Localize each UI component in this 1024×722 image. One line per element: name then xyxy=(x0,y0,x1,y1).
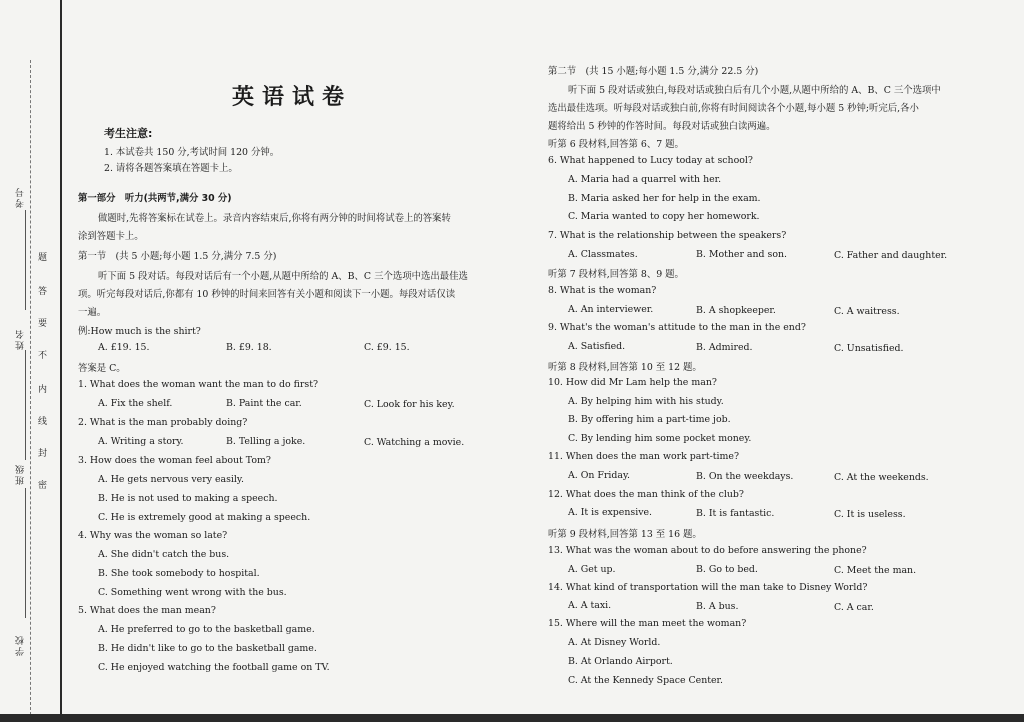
option: B. On the weekdays. xyxy=(696,471,794,482)
section-heading: 第二节 (共 15 小题;每小题 1.5 分,满分 22.5 分) xyxy=(548,66,759,77)
option: B. Telling a joke. xyxy=(226,436,306,447)
option: C. A waitress. xyxy=(834,306,900,317)
option: A. Writing a story. xyxy=(98,436,184,447)
section-heading: 第一节 (共 5 小题;每小题 1.5 分,满分 7.5 分) xyxy=(78,251,277,262)
question: 2. What is the man probably doing? xyxy=(78,417,248,428)
option: A. He preferred to go to the basketball game. xyxy=(98,624,315,635)
option: A. On Friday. xyxy=(568,470,631,481)
option: C. At the weekends. xyxy=(834,472,929,483)
material-heading: 听第 8 段材料,回答第 10 至 12 题。 xyxy=(548,362,702,373)
question: 12. What does the man think of the club? xyxy=(548,489,744,500)
notice-item: 1. 本试卷共 150 分,考试时间 120 分钟。 xyxy=(104,147,280,158)
seal-char: 答 xyxy=(38,287,48,297)
seal-char: 内 xyxy=(38,385,48,395)
option: C. By lending him some pocket money. xyxy=(568,433,752,444)
option: B. Admired. xyxy=(696,342,753,353)
question: 10. How did Mr Lam help the man? xyxy=(548,377,717,388)
question: 8. What is the woman? xyxy=(548,285,657,296)
intro-line: 项。听完每段对话后,你都有 10 秒钟的时间来回答有关小题和阅读下一小题。每段对话仅读 xyxy=(78,289,456,300)
option: A. Maria had a quarrel with her. xyxy=(568,174,722,185)
seal-char: 题 xyxy=(38,253,48,263)
exam-no-label: 考号 xyxy=(16,186,26,208)
option: C. At the Kennedy Space Center. xyxy=(568,675,723,686)
question: 15. Where will the man meet the woman? xyxy=(548,618,747,629)
option: B. It is fantastic. xyxy=(696,508,775,519)
option: C. Maria wanted to copy her homework. xyxy=(568,211,760,222)
intro-line: 做题时,先将答案标在试卷上。录音内容结束后,你将有两分钟的时间将试卷上的答案转 xyxy=(98,213,451,224)
option: C. A car. xyxy=(834,602,874,613)
exam-no-blank xyxy=(25,210,26,310)
part-heading: 第一部分 听力(共两节,满分 30 分) xyxy=(78,193,232,204)
option: C. Meet the man. xyxy=(834,565,917,576)
margin-divider xyxy=(60,0,62,722)
option: B. At Orlando Airport. xyxy=(568,656,673,667)
page-title: 英语试卷 xyxy=(232,85,353,110)
intro-line: 涂到答题卡上。 xyxy=(78,231,144,242)
option: C. Father and daughter. xyxy=(834,250,948,261)
option: A. A taxi. xyxy=(568,600,612,611)
option: C. Watching a movie. xyxy=(364,437,465,448)
intro-line: 一遍。 xyxy=(78,307,107,318)
intro-line: 听下面 5 段对话或独白,每段对话或独白后有几个小题,从题中所给的 A、B、C 三个选项中 xyxy=(568,85,941,96)
question: 13. What was the woman about to do before answering the phone? xyxy=(548,545,867,556)
option: C. Something went wrong with the bus. xyxy=(98,587,287,598)
seal-char: 不 xyxy=(38,351,48,361)
option: B. She took somebody to hospital. xyxy=(98,568,260,579)
material-heading: 听第 6 段材料,回答第 6、7 题。 xyxy=(548,139,684,150)
intro-line: 选出最佳选项。听每段对话或独白前,你将有时间阅读各个小题,每小题 5 秒钟;听完后,各小 xyxy=(548,103,919,114)
option: B. A bus. xyxy=(696,601,739,612)
bottom-edge xyxy=(0,714,1024,722)
school-label: 学校 xyxy=(16,634,26,656)
option: A. Fix the shelf. xyxy=(98,398,173,409)
option: C. Unsatisfied. xyxy=(834,343,904,354)
option: A. By helping him with his study. xyxy=(568,396,724,407)
name-blank xyxy=(25,350,26,460)
option: B. Maria asked her for help in the exam. xyxy=(568,193,761,204)
seal-char: 要 xyxy=(38,319,48,329)
notice-item: 2. 请将各题答案填在答题卡上。 xyxy=(104,163,238,174)
question: 4. Why was the woman so late? xyxy=(78,530,228,541)
option: B. A shopkeeper. xyxy=(696,305,776,316)
option: A. At Disney World. xyxy=(568,637,661,648)
option: C. Look for his key. xyxy=(364,399,455,410)
question: 5. What does the man mean? xyxy=(78,605,216,616)
binding-margin xyxy=(0,0,62,722)
option: B. He is not used to making a speech. xyxy=(98,493,278,504)
option: B. Mother and son. xyxy=(696,249,787,260)
example-option: C. £9. 15. xyxy=(364,342,410,353)
option: A. Get up. xyxy=(568,564,616,575)
seal-char: 线 xyxy=(38,417,48,427)
class-label: 班级 xyxy=(16,463,26,485)
class-blank xyxy=(25,488,26,618)
name-label: 姓名 xyxy=(16,328,26,350)
option: C. It is useless. xyxy=(834,509,906,520)
material-heading: 听第 9 段材料,回答第 13 至 16 题。 xyxy=(548,529,702,540)
option: A. He gets nervous very easily. xyxy=(98,474,244,485)
material-heading: 听第 7 段材料,回答第 8、9 题。 xyxy=(548,269,684,280)
question: 9. What's the woman's attitude to the man in the end? xyxy=(548,322,806,333)
example-option: B. £9. 18. xyxy=(226,342,272,353)
seal-char: 封 xyxy=(38,449,48,459)
example-question: 例:How much is the shirt? xyxy=(78,326,201,337)
intro-line: 题将给出 5 秒钟的作答时间。每段对话或独白读两遍。 xyxy=(548,121,776,132)
question: 3. How does the woman feel about Tom? xyxy=(78,455,271,466)
option: B. By offering him a part-time job. xyxy=(568,414,731,425)
option: C. He is extremely good at making a speech. xyxy=(98,512,311,523)
question: 7. What is the relationship between the speakers? xyxy=(548,230,787,241)
intro-line: 听下面 5 段对话。每段对话后有一个小题,从题中所给的 A、B、C 三个选项中选出最佳选 xyxy=(98,271,468,282)
notice-heading: 考生注意: xyxy=(104,127,153,140)
question: 6. What happened to Lucy today at school? xyxy=(548,155,753,166)
seal-line xyxy=(30,60,31,720)
question: 11. When does the man work part-time? xyxy=(548,451,739,462)
option: B. Go to bed. xyxy=(696,564,758,575)
option: C. He enjoyed watching the football game on TV. xyxy=(98,662,330,673)
option: A. Satisfied. xyxy=(568,341,626,352)
seal-char: 密 xyxy=(38,481,48,491)
question: 14. What kind of transportation will the man take to Disney World? xyxy=(548,582,868,593)
option: A. An interviewer. xyxy=(568,304,654,315)
option: B. He didn't like to go to the basketball game. xyxy=(98,643,317,654)
option: A. Classmates. xyxy=(568,249,638,260)
option: B. Paint the car. xyxy=(226,398,302,409)
example-option: A. £19. 15. xyxy=(98,342,150,353)
example-answer: 答案是 C。 xyxy=(78,363,126,374)
option: A. She didn't catch the bus. xyxy=(98,549,230,560)
option: A. It is expensive. xyxy=(568,507,653,518)
question: 1. What does the woman want the man to do first? xyxy=(78,379,319,390)
